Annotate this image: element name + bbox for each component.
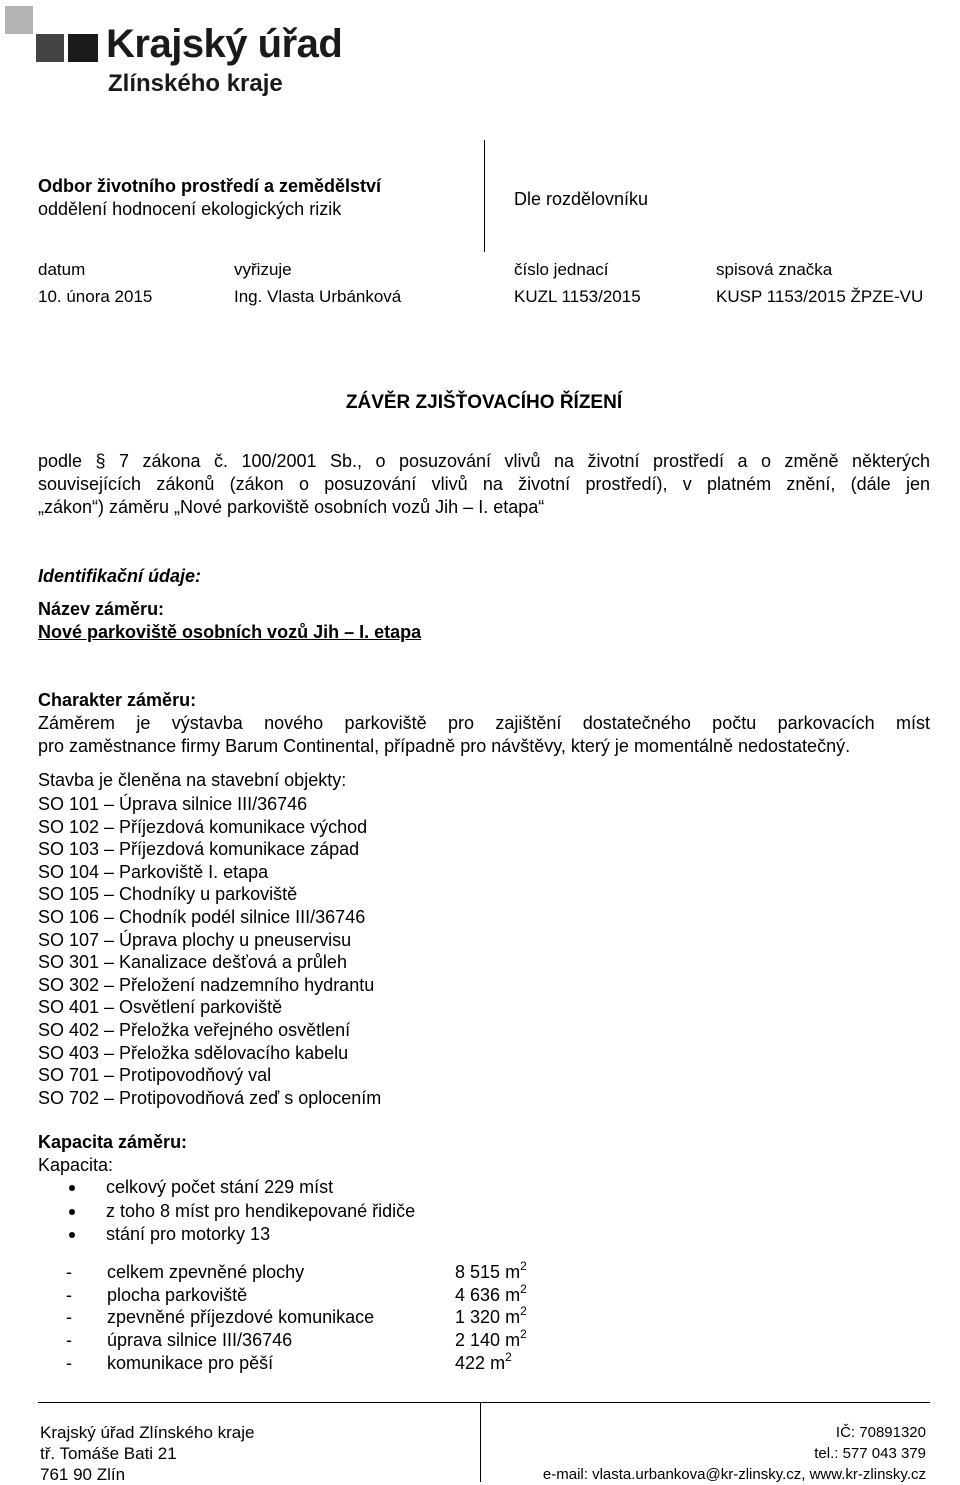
character-heading: Charakter záměru: [38, 690, 197, 710]
list-item: SO 702 – Protipovodňová zeď s oplocením [38, 1087, 382, 1108]
list-item: SO 302 – Přeložení nadzemního hydrantu [38, 974, 375, 995]
footer-street: tř. Tomáše Bati 21 [40, 1444, 177, 1463]
header-divider [484, 140, 485, 252]
area-label: zpevněné příjezdové komunikace [107, 1307, 375, 1327]
meta-file: KUSP 1153/2015 ŽPZE-VU [716, 287, 924, 306]
list-item: SO 701 – Protipovodňový val [38, 1065, 272, 1086]
recipient: Dle rozdělovníku [514, 189, 649, 209]
character-line-2: pro zaměstnance firmy Barum Continental, případně pro návštěvy, který je momentálně nedostatečný. [38, 736, 851, 756]
meta-handler: Ing. Vlasta Urbánková [234, 287, 402, 306]
logo-square-dark [68, 34, 98, 62]
building-objects-list [38, 793, 381, 1109]
dash: - [66, 1262, 72, 1282]
logo-title: Krajský úřad [106, 22, 343, 66]
list-item: SO 105 – Chodníky u parkoviště [38, 884, 298, 905]
list-item: z toho 8 míst pro hendikepované řidiče [60, 1200, 415, 1224]
list-item: SO 401 – Osvětlení parkoviště [38, 997, 283, 1018]
dash: - [66, 1285, 72, 1305]
area-value: 422 $m^2$ [455, 1350, 512, 1373]
area-label: komunikace pro pěší [107, 1353, 274, 1373]
capacity-bullets [60, 1176, 415, 1247]
list-item: SO 402 – Přeložka veřejného osvětlení [38, 1019, 351, 1040]
footer-org: Krajský úřad Zlínského kraje [40, 1423, 255, 1442]
list-item: celkový počet stání 229 míst [60, 1176, 415, 1200]
list-item: SO 106 – Chodník podél silnice III/36746 [38, 906, 366, 927]
logo-square-mid [36, 34, 64, 62]
area-label: úprava silnice III/36746 [107, 1330, 293, 1350]
logo-square-light [5, 6, 33, 34]
area-label: plocha parkoviště [107, 1285, 248, 1305]
character-line-1: Záměrem je výstavba nového parkoviště pro zajištění dostatečného počtu parkovacích míst [38, 713, 930, 733]
meta-date: 10. února 2015 [38, 287, 153, 306]
objects-intro: Stavba je členěna na stavební objekty: [38, 770, 347, 790]
area-value: 1 320 $m^2$ [455, 1304, 527, 1327]
ident-heading: Identifikační údaje: [38, 566, 202, 586]
dash: - [66, 1330, 72, 1350]
logo-subtitle: Zlínského kraje [108, 70, 283, 97]
area-label: celkem zpevněné plochy [107, 1262, 305, 1282]
list-item: SO 103 – Příjezdová komunikace západ [38, 839, 360, 860]
intro-line-2: souvisejících zákonů (zákon o posuzování vlivů na životní prostředí), v platném znění, (dále jen [38, 474, 930, 494]
document-title: ZÁVĚR ZJIŠŤOVACÍHO ŘÍZENÍ [345, 392, 623, 413]
meta-label-file: spisová značka [716, 260, 833, 279]
list-item: stání pro motorky 13 [60, 1223, 415, 1247]
list-item: SO 101 – Úprava silnice III/36746 [38, 794, 308, 814]
area-value: 8 515 $m^2$ [455, 1259, 527, 1282]
list-item: SO 403 – Přeložka sdělovacího kabelu [38, 1042, 349, 1063]
footer-city: 761 90 Zlín [40, 1465, 126, 1484]
capacity-heading: Kapacita záměru: [38, 1132, 188, 1152]
footer-contact: e-mail: vlasta.urbankova@kr-zlinsky.cz, www.kr-zlinsky.cz [542, 1466, 926, 1483]
area-value: 2 140 $m^2$ [455, 1327, 527, 1350]
footer-ic: IČ: 70891320 [835, 1424, 926, 1441]
list-item: SO 107 – Úprava plochy u pneuservisu [38, 929, 352, 950]
department-unit: oddělení hodnocení ekologických rizik [38, 199, 342, 219]
intro-line-1: podle § 7 zákona č. 100/2001 Sb., o posuzování vlivů na životní prostředí a o změně některých [38, 451, 930, 471]
meta-ref: KUZL 1153/2015 [514, 287, 641, 306]
list-item: SO 104 – Parkoviště I. etapa [38, 861, 269, 882]
meta-label-date: datum [38, 260, 86, 279]
list-item: SO 102 – Příjezdová komunikace východ [38, 816, 368, 837]
project-name-label: Název záměru: [38, 599, 165, 619]
dash: - [66, 1307, 72, 1327]
capacity-label: Kapacita: [38, 1155, 114, 1175]
footer-divider [480, 1402, 481, 1482]
department-name: Odbor životního prostředí a zemědělství [38, 176, 382, 196]
meta-label-handler: vyřizuje [234, 260, 292, 279]
area-value: 4 636 $m^2$ [455, 1282, 527, 1305]
intro-line-3: „zákon“) záměru „Nové parkoviště osobních vozů Jih – I. etapa“ [38, 497, 545, 517]
footer-tel: tel.: 577 043 379 [814, 1445, 926, 1462]
meta-label-ref: číslo jednací [514, 260, 609, 279]
footer-rule [38, 1402, 930, 1403]
project-name: Nové parkoviště osobních vozů Jih – I. etapa [38, 622, 422, 642]
dash: - [66, 1353, 72, 1373]
list-item: SO 301 – Kanalizace dešťová a průleh [38, 952, 347, 973]
